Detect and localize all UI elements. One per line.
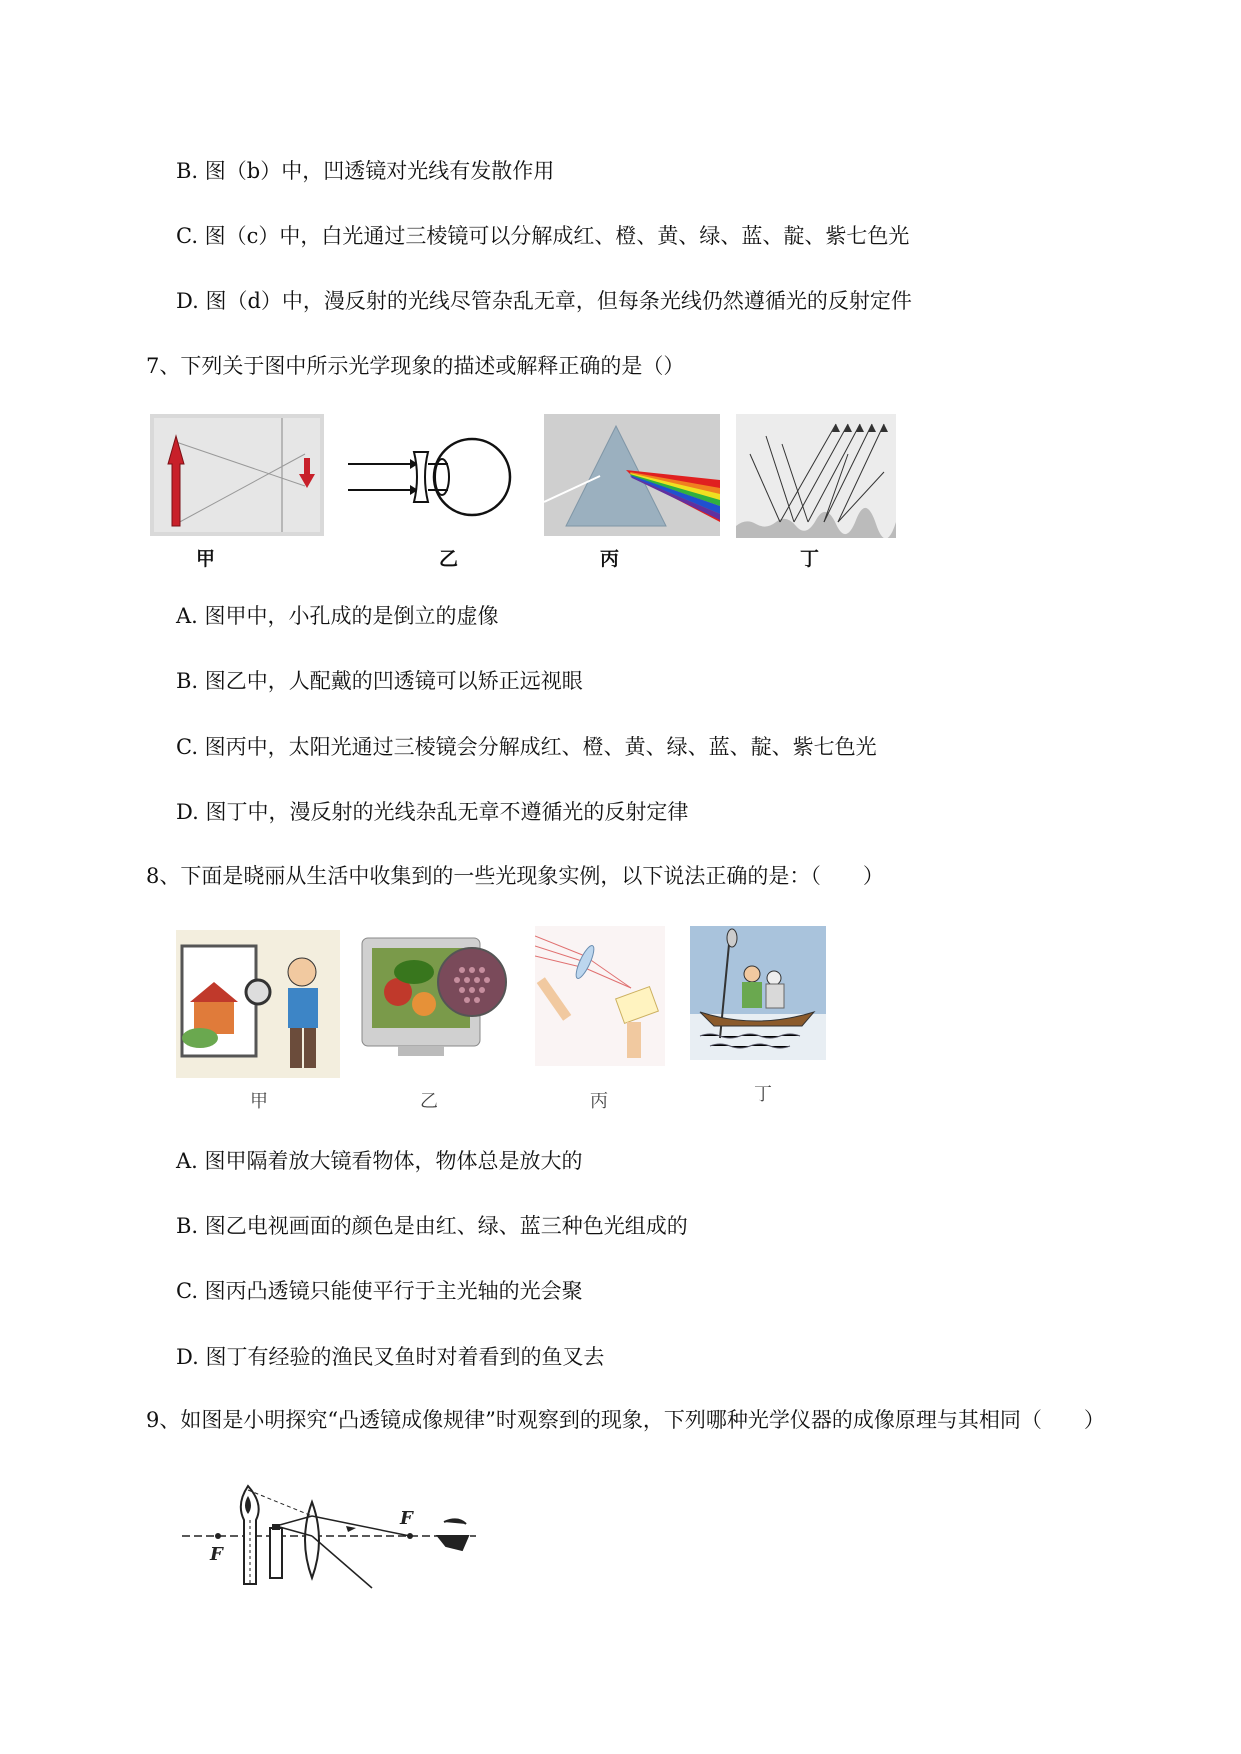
q8-option-b: B. 图乙电视画面的颜色是由红、绿、蓝三种色光组成的 xyxy=(176,1214,688,1238)
figure-label-yi-8: 乙 xyxy=(420,1091,438,1112)
q8-option-c: C. 图丙凸透镜只能使平行于主光轴的光会聚 xyxy=(176,1279,583,1303)
figure-yi-tv xyxy=(358,930,508,1066)
figure-label-jia-8: 甲 xyxy=(250,1091,268,1112)
option-d-prev: D. 图（d）中，漫反射的光线尽管杂乱无章，但每条光线仍然遵循光的反射定件 xyxy=(176,289,912,313)
figure-bing-lens xyxy=(535,926,665,1066)
q8-option-a: A. 图甲隔着放大镜看物体，物体总是放大的 xyxy=(176,1149,583,1173)
figure-label-ding-8: 丁 xyxy=(754,1084,772,1105)
q7-option-a: A. 图甲中，小孔成的是倒立的虚像 xyxy=(176,604,499,628)
question-7-stem: 7、下列关于图中所示光学现象的描述或解释正确的是（） xyxy=(146,354,685,378)
option-b-prev: B. 图（b）中，凹透镜对光线有发散作用 xyxy=(176,159,555,183)
figure-jia-pinhole xyxy=(150,414,324,536)
figure-ding-fisherman xyxy=(690,926,826,1060)
option-c-prev: C. 图（c）中，白光通过三棱镜可以分解成红、橙、黄、绿、蓝、靛、紫七色光 xyxy=(176,224,910,248)
figure-ding-diffuse xyxy=(736,414,896,538)
figure-q9-convex-lens xyxy=(176,1480,496,1600)
figure-yi-eye xyxy=(348,424,512,536)
q7-option-b: B. 图乙中，人配戴的凹透镜可以矫正远视眼 xyxy=(176,669,583,693)
q8-option-d: D. 图丁有经验的渔民叉鱼时对着看到的鱼叉去 xyxy=(176,1345,605,1369)
q7-option-c: C. 图丙中，太阳光通过三棱镜会分解成红、橙、黄、绿、蓝、靛、紫七色光 xyxy=(176,735,877,759)
focal-label-right: F xyxy=(400,1508,413,1529)
figure-label-bing-8: 丙 xyxy=(590,1091,608,1112)
focal-label-left: F xyxy=(210,1544,223,1565)
figure-label-ding: 丁 xyxy=(800,548,820,570)
figure-label-yi: 乙 xyxy=(439,548,459,570)
question-8-stem: 8、下面是晓丽从生活中收集到的一些光现象实例，以下说法正确的是：（ ） xyxy=(146,864,884,888)
figure-label-bing: 丙 xyxy=(600,548,620,570)
q7-option-d: D. 图丁中，漫反射的光线杂乱无章不遵循光的反射定律 xyxy=(176,800,689,824)
figure-bing-prism xyxy=(544,414,720,536)
question-9-stem: 9、如图是小明探究“凸透镜成像规律”时观察到的现象，下列哪种光学仪器的成像原理与其相同（ ） xyxy=(146,1408,1105,1432)
figure-jia-magnifier xyxy=(176,930,340,1078)
figure-label-jia: 甲 xyxy=(196,548,216,570)
